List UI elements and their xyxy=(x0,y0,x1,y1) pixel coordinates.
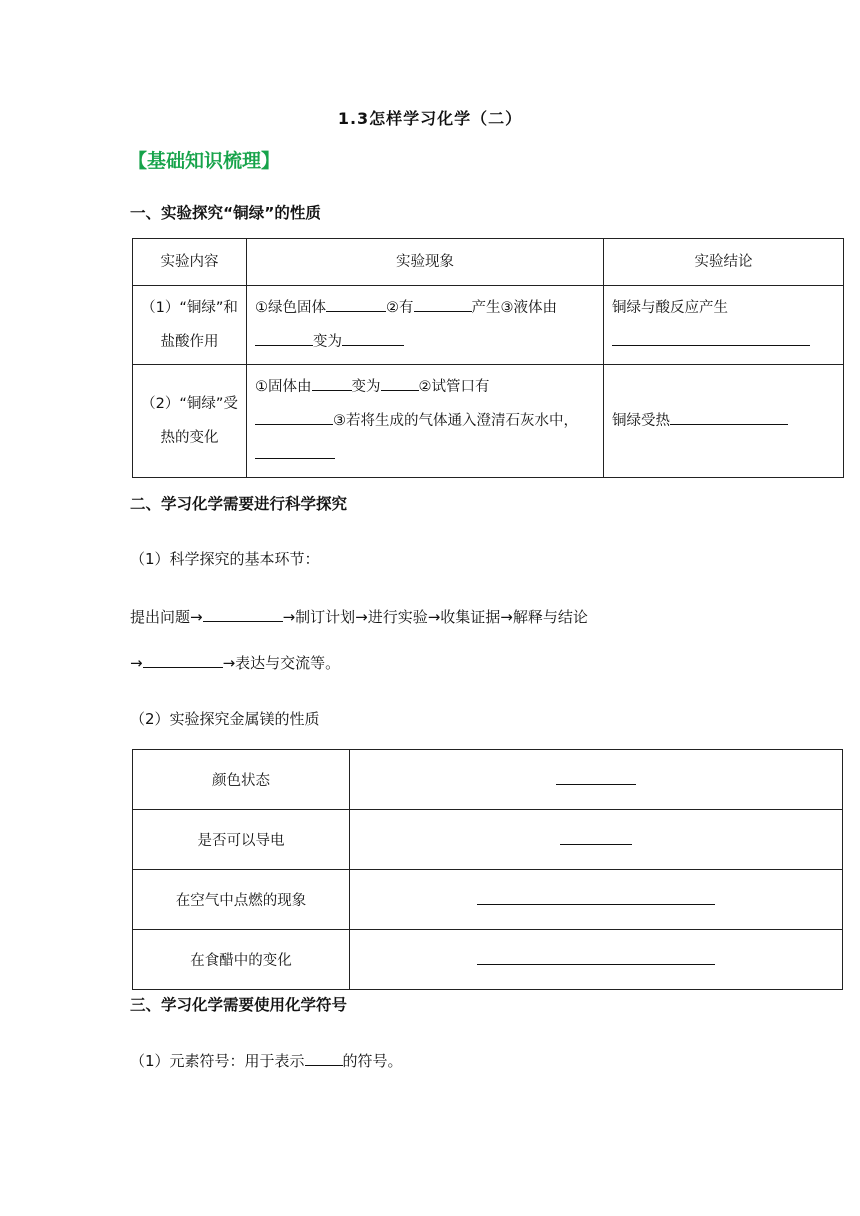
mg-answer-cell xyxy=(350,810,843,870)
answer-blank[interactable] xyxy=(255,410,333,425)
table-row xyxy=(133,870,843,930)
mg-property-label: 是否可以导电 xyxy=(133,810,350,870)
answer-blank[interactable] xyxy=(305,1051,343,1066)
row2-ph-a: ①固体由 xyxy=(255,379,312,395)
section-2-sub-1: （1）科学探究的基本环节： xyxy=(130,550,320,568)
answer-blank[interactable] xyxy=(556,770,636,785)
answer-blank[interactable] xyxy=(342,331,404,346)
row1-ph-d: 变为 xyxy=(313,334,342,350)
answer-blank[interactable] xyxy=(612,331,810,346)
row1-ph-a: ①绿色固体 xyxy=(255,300,326,316)
row2-content: （2）“铜绿”受热的变化 xyxy=(133,365,247,478)
answer-blank[interactable] xyxy=(670,410,788,425)
row1-phenomenon xyxy=(247,286,604,365)
mg-answer-cell xyxy=(350,930,843,990)
answer-blank[interactable] xyxy=(312,376,352,391)
section-1-heading: 一、实验探究“铜绿”的性质 xyxy=(130,204,321,222)
flow-middle: →制订计划→进行实验→收集证据→解释与结论 xyxy=(282,608,588,626)
flow-start: 提出问题→ xyxy=(130,608,203,626)
row2-conclusion xyxy=(604,365,844,478)
header-phenomenon: 实验现象 xyxy=(247,239,604,286)
section-3-sub-1 xyxy=(130,1050,403,1071)
table-row xyxy=(133,365,844,478)
element-symbol-text-b: 的符号。 xyxy=(342,1052,403,1070)
mg-answer-cell xyxy=(350,750,843,810)
row2-ph-d: ③若将生成的气体通入澄清石灰水中， xyxy=(333,413,578,429)
row1-conclusion-text: 铜绿与酸反应产生 xyxy=(612,300,728,316)
row1-conclusion xyxy=(604,286,844,365)
answer-blank[interactable] xyxy=(255,331,313,346)
table-header-row xyxy=(133,239,844,286)
answer-blank[interactable] xyxy=(255,444,335,459)
header-content: 实验内容 xyxy=(133,239,247,286)
inquiry-flow-line-1 xyxy=(130,606,588,627)
answer-blank[interactable] xyxy=(326,297,386,312)
section-2-heading: 二、学习化学需要进行科学探究 xyxy=(130,495,348,513)
mg-answer-cell xyxy=(350,870,843,930)
tongl-experiment-table xyxy=(132,238,844,478)
section-banner: 【基础知识梳理】 xyxy=(128,150,281,172)
row2-ph-b: 变为 xyxy=(351,379,381,395)
row2-phenomenon xyxy=(247,365,604,478)
row1-ph-b: ②有 xyxy=(386,300,414,316)
section-2-sub-2: （2）实验探究金属镁的性质 xyxy=(130,710,320,728)
table-row xyxy=(133,930,843,990)
section-3-heading: 三、学习化学需要使用化学符号 xyxy=(130,996,348,1014)
answer-blank[interactable] xyxy=(477,890,715,905)
mg-property-label: 在空气中点燃的现象 xyxy=(133,870,350,930)
element-symbol-text-a: （1）元素符号：用于表示 xyxy=(130,1052,305,1070)
row1-ph-c: 产生③液体由 xyxy=(471,300,557,316)
row2-conclusion-text: 铜绿受热 xyxy=(612,413,670,429)
answer-blank[interactable] xyxy=(560,830,632,845)
answer-blank[interactable] xyxy=(203,607,283,622)
inquiry-flow-line-2 xyxy=(130,652,340,673)
answer-blank[interactable] xyxy=(477,950,715,965)
page-title: 1.3怎样学习化学（二） xyxy=(337,109,523,128)
answer-blank[interactable] xyxy=(414,297,472,312)
row2-ph-c: ②试管口有 xyxy=(418,379,490,395)
table-row xyxy=(133,750,843,810)
magnesium-properties-table xyxy=(132,749,843,990)
header-conclusion: 实验结论 xyxy=(604,239,844,286)
flow-arrow: → xyxy=(130,654,143,672)
row1-content: （1）“铜绿”和盐酸作用 xyxy=(133,286,247,365)
mg-property-label: 颜色状态 xyxy=(133,750,350,810)
flow-end: →表达与交流等。 xyxy=(222,654,341,672)
answer-blank[interactable] xyxy=(143,653,223,668)
table-row xyxy=(133,810,843,870)
answer-blank[interactable] xyxy=(381,376,419,391)
mg-property-label: 在食醋中的变化 xyxy=(133,930,350,990)
table-row xyxy=(133,286,844,365)
